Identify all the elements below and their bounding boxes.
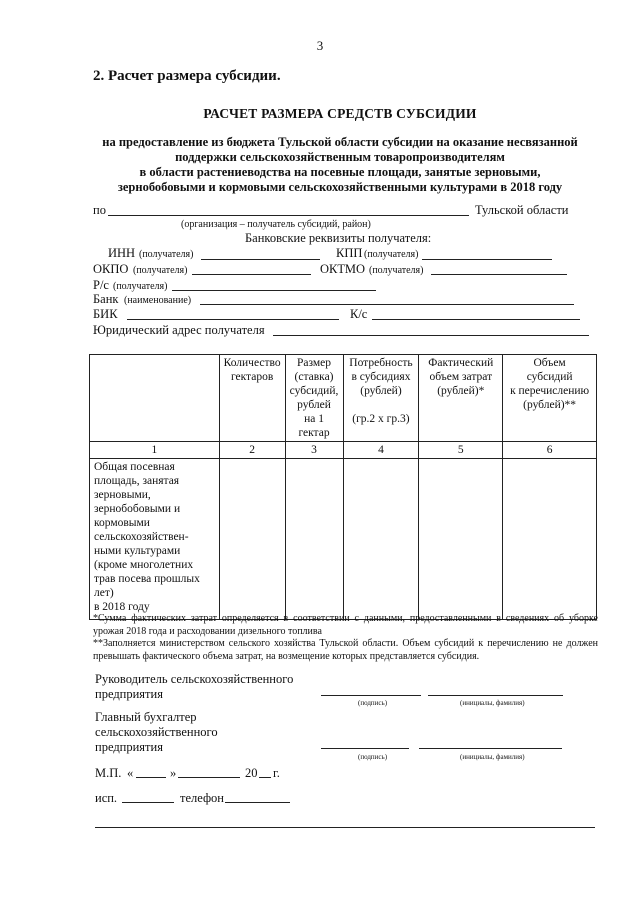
row-label-line: лет) [94, 587, 114, 599]
row-label-line: ными культурами [94, 545, 181, 557]
row-label-line: (кроме многолетних [94, 559, 194, 571]
row-label-line: кормовыми [94, 517, 150, 529]
header-line: объем затрат [429, 371, 493, 383]
okpo-field[interactable] [192, 274, 311, 275]
bank-note: (наименование) [124, 295, 192, 306]
row-label-line: сельскохозяйствен- [94, 531, 189, 543]
need-cell[interactable] [343, 459, 419, 620]
ks-label: К/с [350, 307, 368, 321]
address-field[interactable] [273, 335, 589, 336]
header-line: Потребность [349, 357, 413, 369]
executor-field[interactable] [122, 802, 174, 803]
column-number: 2 [219, 442, 285, 459]
date-close-quote: » [170, 766, 177, 780]
row-label-line: зернобобовыми и [94, 503, 181, 515]
kpp-note: (получателя) [364, 249, 419, 260]
bank-details-heading: Банковские реквизиты получателя: [245, 231, 432, 245]
header-line: (гр.2 x гр.3) [352, 413, 410, 425]
row-label-line: в 2018 году [94, 601, 150, 613]
phone-field[interactable] [225, 802, 290, 803]
recipient-field[interactable] [108, 215, 469, 216]
mp-label: М.П. [95, 766, 122, 780]
head-label-line: предприятия [95, 687, 163, 701]
table-row [90, 459, 597, 620]
footnote-2: **Заполняется министерством сельского хозяйства Тульской области. Объем субсидий к перечислению не должен превышать фактического объема затрат, на возмещение которых представляется субсидия. [93, 638, 598, 662]
section-heading: 2. Расчет размера субсидии. [93, 68, 281, 84]
po-label: по [93, 203, 106, 217]
header-line: в субсидиях [351, 371, 411, 383]
accountant-signature-field[interactable] [321, 748, 409, 749]
bottom-divider [95, 827, 595, 828]
subtitle-line: в области растениеводства на посевные площади, занятые зерновыми, [139, 165, 541, 179]
phone-label: телефон [180, 791, 224, 805]
bik-field[interactable] [127, 319, 339, 320]
bank-label: Банк [93, 292, 119, 306]
header-cell [503, 355, 597, 442]
subtitle-line: поддержки сельскохозяйственным товаропроизводителям [175, 150, 505, 164]
header-line: (ставка) [294, 371, 334, 383]
header-line: гектаров [230, 371, 274, 383]
kpp-field[interactable] [422, 259, 552, 260]
recipient-caption: (организация – получатель субсидий, район) [181, 219, 371, 230]
column-number: 3 [285, 442, 343, 459]
okpo-label: ОКПО [93, 262, 129, 276]
header-line: на 1 [304, 413, 324, 425]
subsidy-table [89, 354, 597, 620]
header-line: Размер [297, 357, 332, 369]
header-cell [90, 355, 220, 442]
address-label: Юридический адрес получателя [93, 323, 265, 337]
region-suffix: Тульской области [475, 203, 569, 217]
kpp-label: КПП [336, 246, 363, 260]
row-label-cell [90, 459, 220, 620]
inn-field[interactable] [201, 259, 320, 260]
hectares-cell[interactable] [219, 459, 285, 620]
actual-costs-cell[interactable] [419, 459, 503, 620]
table-header-row [90, 355, 597, 442]
row-label-line: площадь, занятая [94, 475, 180, 487]
head-name-field[interactable] [428, 695, 563, 696]
year-suffix: г. [273, 766, 280, 780]
accountant-label-line: Главный бухгалтер [95, 710, 197, 724]
column-number-row [90, 442, 597, 459]
header-line: к перечислению [510, 385, 590, 397]
header-line: гектар [298, 427, 330, 439]
rate-cell[interactable] [285, 459, 343, 620]
date-year-field[interactable] [259, 777, 271, 778]
row-label-line: зерновыми, [94, 489, 151, 501]
initials-caption: (инициалы, фамилия) [460, 753, 525, 761]
oktmo-label: ОКТМО [320, 262, 365, 276]
head-signature-field[interactable] [321, 695, 421, 696]
bank-field[interactable] [200, 304, 574, 305]
rs-field[interactable] [172, 290, 376, 291]
year-prefix: 20 [245, 766, 258, 780]
date-open-quote: « [127, 766, 134, 780]
header-line: Объем [533, 357, 566, 369]
oktmo-note: (получателя) [369, 265, 424, 276]
inn-label: ИНН [108, 246, 136, 260]
sign-caption: (подпись) [358, 699, 388, 707]
okpo-note: (получателя) [133, 265, 188, 276]
header-line: Количество [223, 357, 281, 369]
bik-label: БИК [93, 307, 118, 321]
ks-field[interactable] [372, 319, 580, 320]
column-number: 5 [419, 442, 503, 459]
page-number: 3 [316, 38, 324, 53]
header-line: (рублей) [360, 385, 402, 397]
inn-note: (получателя) [139, 249, 194, 260]
subtitle-line: зернобобовыми и кормовыми сельскохозяйственными культурами в 2018 году [117, 180, 563, 194]
header-line: Фактический [428, 357, 494, 369]
column-number: 4 [343, 442, 419, 459]
subtitle-line: на предоставление из бюджета Тульской области субсидии на оказание несвязанной [102, 135, 578, 149]
rs-note: (получателя) [113, 281, 168, 292]
row-label-line: Общая посевная [94, 461, 175, 473]
header-cell [343, 355, 419, 442]
accountant-name-field[interactable] [419, 748, 562, 749]
transfer-amount-cell[interactable] [503, 459, 597, 620]
rs-label: Р/с [93, 278, 109, 292]
head-label-line: Руководитель сельскохозяйственного [95, 672, 294, 686]
accountant-label-line: сельскохозяйственного [95, 725, 218, 739]
header-cell [285, 355, 343, 442]
header-line: (рублей)* [437, 385, 485, 397]
column-number: 1 [90, 442, 220, 459]
header-line: рублей [297, 399, 331, 411]
column-number: 6 [503, 442, 597, 459]
header-line: субсидий [526, 371, 573, 383]
sign-caption: (подпись) [358, 753, 388, 761]
document-title: РАСЧЕТ РАЗМЕРА СРЕДСТВ СУБСИДИИ [203, 106, 477, 121]
row-label-line: трав посева прошлых [94, 573, 200, 585]
executor-label: исп. [95, 791, 118, 805]
initials-caption: (инициалы, фамилия) [460, 699, 525, 707]
header-cell [219, 355, 285, 442]
date-month-field[interactable] [178, 777, 240, 778]
header-line: субсидий, [289, 385, 339, 397]
date-day-field[interactable] [136, 777, 166, 778]
header-cell [419, 355, 503, 442]
oktmo-field[interactable] [431, 274, 567, 275]
footnote-1: *Сумма фактических затрат определяется в соответствии с данными, предоставленными в сведениях об уборке урожая 2018 года и расходовании дизельного топлива [93, 613, 598, 637]
accountant-label-line: предприятия [95, 740, 163, 754]
header-line: (рублей)** [523, 399, 577, 411]
